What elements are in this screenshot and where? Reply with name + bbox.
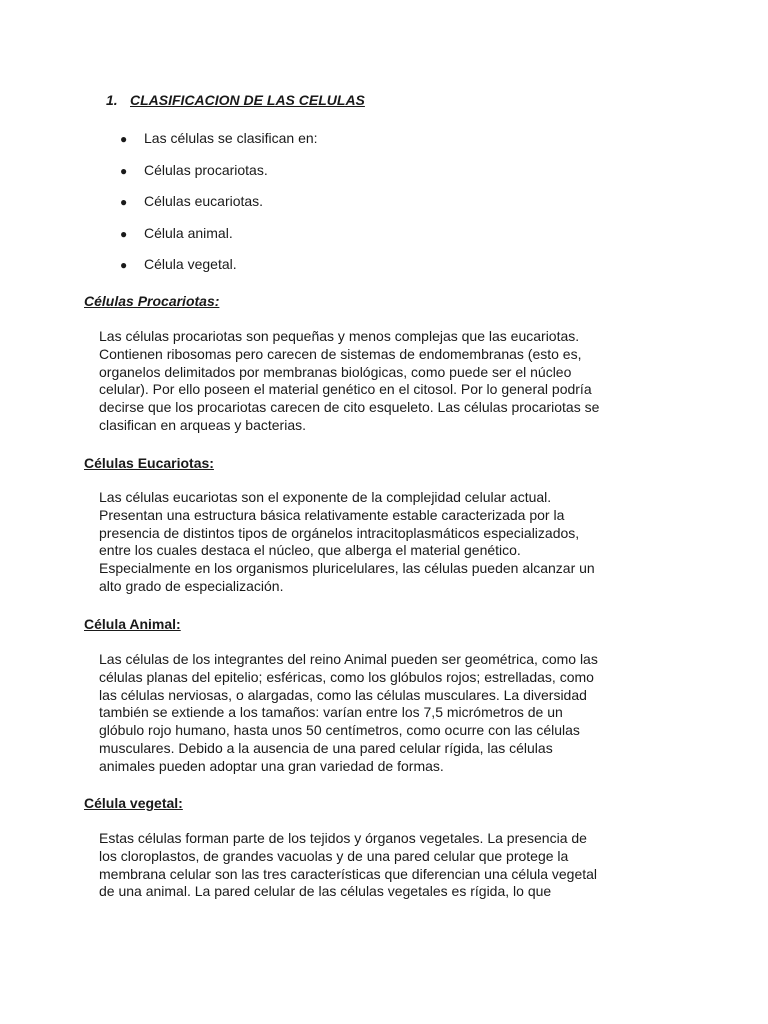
paragraph-line: entre los cuales destaca el núcleo, que alberga el material genético. (99, 542, 521, 559)
paragraph-animal (99, 651, 659, 776)
section-title-vegetal: Célula vegetal: (84, 795, 183, 811)
list-item-text: Células eucariotas. (144, 193, 264, 209)
paragraph-line: alto grado de especialización. (99, 577, 284, 594)
paragraph-line: clasifican en arqueas y bacterias. (99, 416, 306, 433)
paragraph-line: decirse que los procariotas carecen de cito esqueleto. Las células procariotas se (99, 399, 600, 416)
bullet-icon: ● (120, 226, 128, 241)
main-heading (106, 92, 365, 108)
heading-title: CLASIFICACION DE LAS CELULAS (130, 92, 365, 108)
paragraph-line: Contienen ribosomas pero carecen de sistemas de endomembranas (esto es, (99, 345, 582, 362)
section-title-eucariotas: Células Eucariotas: (84, 455, 214, 471)
paragraph-line: celular). Por ello poseen el material genético en el citosol. Por lo general podría (99, 381, 592, 398)
paragraph-line: Las células de los integrantes del reino Animal pueden ser geométrica, como las (99, 651, 598, 667)
paragraph-procariotas (99, 328, 659, 435)
paragraph-line: glóbulo rojo humano, hasta unos 50 centímetros, como ocurre con las células (99, 722, 580, 739)
paragraph-line: presencia de distintos tipos de orgánelos intracitoplasmáticos especializados, (99, 524, 580, 541)
paragraph-line: animales pueden adoptar una gran variedad de formas. (99, 757, 444, 774)
classification-list (120, 129, 318, 287)
list-item (120, 192, 318, 224)
paragraph-line: Las células eucariotas son el exponente de la complejidad celular actual. (99, 489, 552, 505)
section-title-procariotas: Células Procariotas: (84, 293, 220, 309)
paragraph-line: Especialmente en los organismos pluricelulares, las células pueden alcanzar un (99, 560, 595, 577)
paragraph-line: Las células procariotas son pequeñas y menos complejas que las eucariotas. (99, 328, 580, 344)
paragraph-line: los cloroplastos, de grandes vacuolas y de una pared celular que protege la (99, 847, 569, 864)
paragraph-line: de una animal. La pared celular de las células vegetales es rígida, lo que (99, 883, 552, 900)
paragraph-line: membrana celular son las tres características que diferencian una célula vegetal (99, 865, 598, 882)
paragraph-line: Estas células forman parte de los tejidos y órganos vegetales. La presencia de (99, 830, 587, 846)
section-title-animal: Célula Animal: (84, 616, 181, 632)
list-item-text: Célula animal. (144, 224, 233, 241)
list-item (120, 161, 318, 193)
paragraph-vegetal (99, 830, 659, 901)
bullet-icon: ● (120, 163, 128, 178)
paragraph-line: también se extiende a los tamaños: varían entre los 7,5 micrómetros de un (99, 704, 563, 721)
list-item (120, 129, 318, 161)
list-item-text: Células procariotas. (144, 161, 268, 178)
list-item (120, 255, 318, 287)
bullet-icon: ● (120, 132, 128, 146)
list-item (120, 224, 318, 256)
list-item-text: Célula vegetal. (144, 256, 237, 272)
paragraph-line: musculares. Debido a la ausencia de una pared celular rígida, las células (99, 739, 553, 756)
paragraph-eucariotas (99, 489, 659, 596)
paragraph-line: células planas del epitelio; esféricas, como los glóbulos rojos; estrelladas, como (99, 668, 594, 685)
bullet-icon: ● (120, 258, 128, 272)
heading-number: 1. (106, 92, 118, 108)
paragraph-line: organelos delimitados por membranas biológicas, como puede ser el núcleo (99, 363, 572, 380)
list-item-text: Las células se clasifican en: (144, 130, 318, 146)
bullet-icon: ● (120, 195, 128, 209)
paragraph-line: Presentan una estructura básica relativamente estable caracterizada por la (99, 506, 565, 523)
paragraph-line: las células nerviosas, o alargadas, como las células musculares. La diversidad (99, 686, 587, 703)
